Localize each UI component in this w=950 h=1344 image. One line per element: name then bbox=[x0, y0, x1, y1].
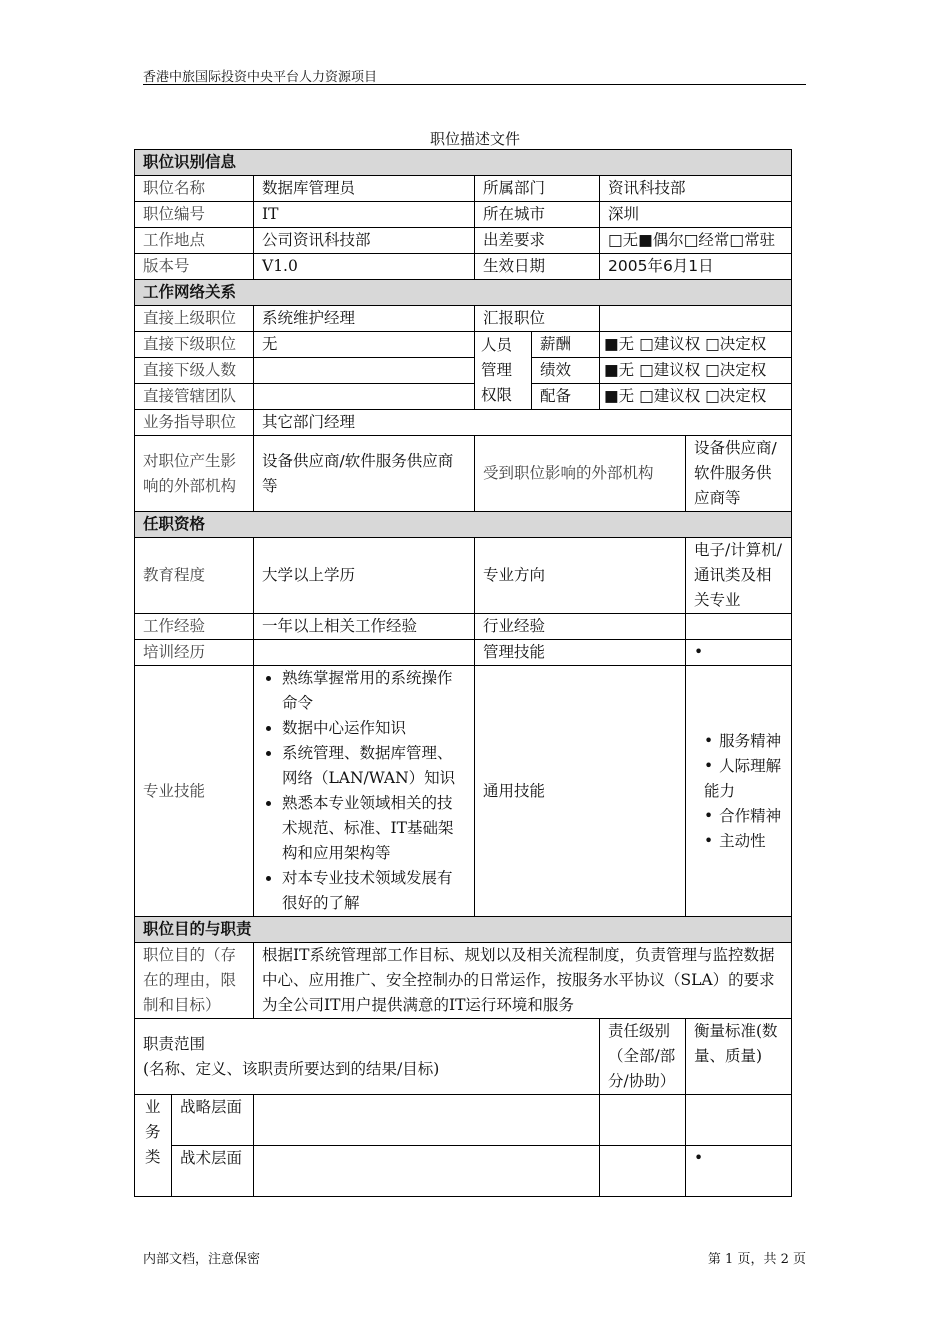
business-label: 业务类 bbox=[135, 1095, 172, 1197]
mgmt-skill-label: 管理技能 bbox=[475, 640, 686, 666]
department: 资讯科技部 bbox=[600, 176, 792, 202]
industry bbox=[686, 614, 792, 640]
superior-label: 直接上级职位 bbox=[135, 306, 254, 332]
authority-item-performance: 绩效 bbox=[532, 358, 600, 384]
strategic-measure bbox=[686, 1095, 792, 1146]
mgmt-skill: • bbox=[686, 640, 792, 666]
purpose-text: 根据IT系统管理部工作目标、规划以及相关流程制度，负责管理与监控数据中心、应用推广、安全控制办的日常运作，按服务水平协议（SLA）的要求为全公司IT用户提供满意的IT运行环境和服务 bbox=[254, 943, 792, 1019]
team bbox=[254, 384, 475, 410]
effective-date: 2005年6月1日 bbox=[600, 254, 792, 280]
pro-skill-label: 专业技能 bbox=[135, 666, 254, 917]
position-name-label: 职位名称 bbox=[135, 176, 254, 202]
section-purpose: 职位目的与职责 bbox=[135, 917, 792, 943]
strategic-content bbox=[254, 1095, 600, 1146]
pro-skill-item: • 数据中心运作知识 bbox=[282, 716, 466, 741]
influenced: 设备供应商/软件服务供应商等 bbox=[686, 436, 792, 512]
workplace-label: 工作地点 bbox=[135, 228, 254, 254]
tactical-level bbox=[600, 1146, 686, 1197]
section-identification: 职位识别信息 bbox=[135, 150, 792, 176]
subordinate-count bbox=[254, 358, 475, 384]
authority-value-salary: ■无 □建议权 □决定权 bbox=[600, 332, 792, 358]
version: V1.0 bbox=[254, 254, 475, 280]
city-label: 所在城市 bbox=[475, 202, 600, 228]
section-network: 工作网络关系 bbox=[135, 280, 792, 306]
scope-label: 职责范围 bbox=[143, 1034, 206, 1053]
general-skill-item: • 人际理解能力 bbox=[704, 754, 783, 804]
experience-label: 工作经验 bbox=[135, 614, 254, 640]
pro-skills bbox=[254, 666, 475, 917]
position-code: IT bbox=[254, 202, 475, 228]
position-code-label: 职位编号 bbox=[135, 202, 254, 228]
general-skill-item: • 合作精神 bbox=[704, 804, 783, 829]
subordinate: 无 bbox=[254, 332, 475, 358]
scope-header bbox=[135, 1019, 600, 1095]
strategic-label: 战略层面 bbox=[172, 1095, 254, 1146]
influenced-label: 受到职位影响的外部机构 bbox=[475, 436, 686, 512]
report-value bbox=[600, 306, 792, 332]
team-label: 直接管辖团队 bbox=[135, 384, 254, 410]
tactical-label: 战术层面 bbox=[172, 1146, 254, 1197]
authority-value-performance: ■无 □建议权 □决定权 bbox=[600, 358, 792, 384]
major-label: 专业方向 bbox=[475, 538, 686, 614]
guidance: 其它部门经理 bbox=[254, 410, 792, 436]
guidance-label: 业务指导职位 bbox=[135, 410, 254, 436]
page-header-project: 香港中旅国际投资中央平台人力资源项目 bbox=[143, 70, 378, 85]
authority-item-salary: 薪酬 bbox=[532, 332, 600, 358]
training bbox=[254, 640, 475, 666]
pro-skill-item: • 对本专业技术领域发展有很好的了解 bbox=[282, 866, 466, 916]
experience: 一年以上相关工作经验 bbox=[254, 614, 475, 640]
major: 电子/计算机/通讯类及相关专业 bbox=[686, 538, 792, 614]
tactical-content bbox=[254, 1146, 600, 1197]
section-qualification: 任职资格 bbox=[135, 512, 792, 538]
report-label: 汇报职位 bbox=[475, 306, 600, 332]
footer-page-number: 第 1 页，共 2 页 bbox=[707, 1252, 806, 1267]
authority-value-staffing: ■无 □建议权 □决定权 bbox=[600, 384, 792, 410]
pro-skill-item: • 熟悉本专业领域相关的技术规范、标准、IT基础架构和应用架构等 bbox=[282, 791, 466, 866]
pro-skill-item: • 系统管理、数据库管理、网络（LAN/WAN）知识 bbox=[282, 741, 466, 791]
pro-skill-item: • 熟练掌握常用的系统操作命令 bbox=[282, 666, 466, 716]
subordinate-label: 直接下级职位 bbox=[135, 332, 254, 358]
document-title: 职位描述文件 bbox=[429, 130, 520, 148]
authority-item-staffing: 配备 bbox=[532, 384, 600, 410]
department-label: 所属部门 bbox=[475, 176, 600, 202]
authority-label: 人员管理权限 bbox=[475, 332, 532, 410]
industry-label: 行业经验 bbox=[475, 614, 686, 640]
scope-sub: (名称、定义、该职责所要达到的结果/目标) bbox=[143, 1059, 440, 1078]
education-label: 教育程度 bbox=[135, 538, 254, 614]
strategic-level bbox=[600, 1095, 686, 1146]
position-name: 数据库管理员 bbox=[254, 176, 475, 202]
superior: 系统维护经理 bbox=[254, 306, 475, 332]
version-label: 版本号 bbox=[135, 254, 254, 280]
training-label: 培训经历 bbox=[135, 640, 254, 666]
subordinate-count-label: 直接下级人数 bbox=[135, 358, 254, 384]
level-label: 责任级别（全部/部分/协助） bbox=[600, 1019, 686, 1095]
general-skill-item: • 服务精神 bbox=[704, 729, 783, 754]
travel-requirement: □无■偶尔□经常□常驻 bbox=[600, 228, 792, 254]
job-description-table bbox=[134, 149, 792, 1197]
general-skill-item: • 主动性 bbox=[704, 829, 783, 854]
header-divider bbox=[143, 84, 806, 85]
measure-label: 衡量标准(数量、质量) bbox=[686, 1019, 792, 1095]
purpose-label: 职位目的（存在的理由，限制和目标） bbox=[135, 943, 254, 1019]
general-skills bbox=[686, 666, 792, 917]
influence-out: 设备供应商/软件服务供应商等 bbox=[254, 436, 475, 512]
effective-date-label: 生效日期 bbox=[475, 254, 600, 280]
influence-out-label: 对职位产生影响的外部机构 bbox=[135, 436, 254, 512]
footer-confidential: 内部文档，注意保密 bbox=[143, 1252, 261, 1267]
travel-label: 出差要求 bbox=[475, 228, 600, 254]
city: 深圳 bbox=[600, 202, 792, 228]
tactical-measure: • bbox=[686, 1146, 792, 1197]
general-skill-label: 通用技能 bbox=[475, 666, 686, 917]
workplace: 公司资讯科技部 bbox=[254, 228, 475, 254]
education: 大学以上学历 bbox=[254, 538, 475, 614]
